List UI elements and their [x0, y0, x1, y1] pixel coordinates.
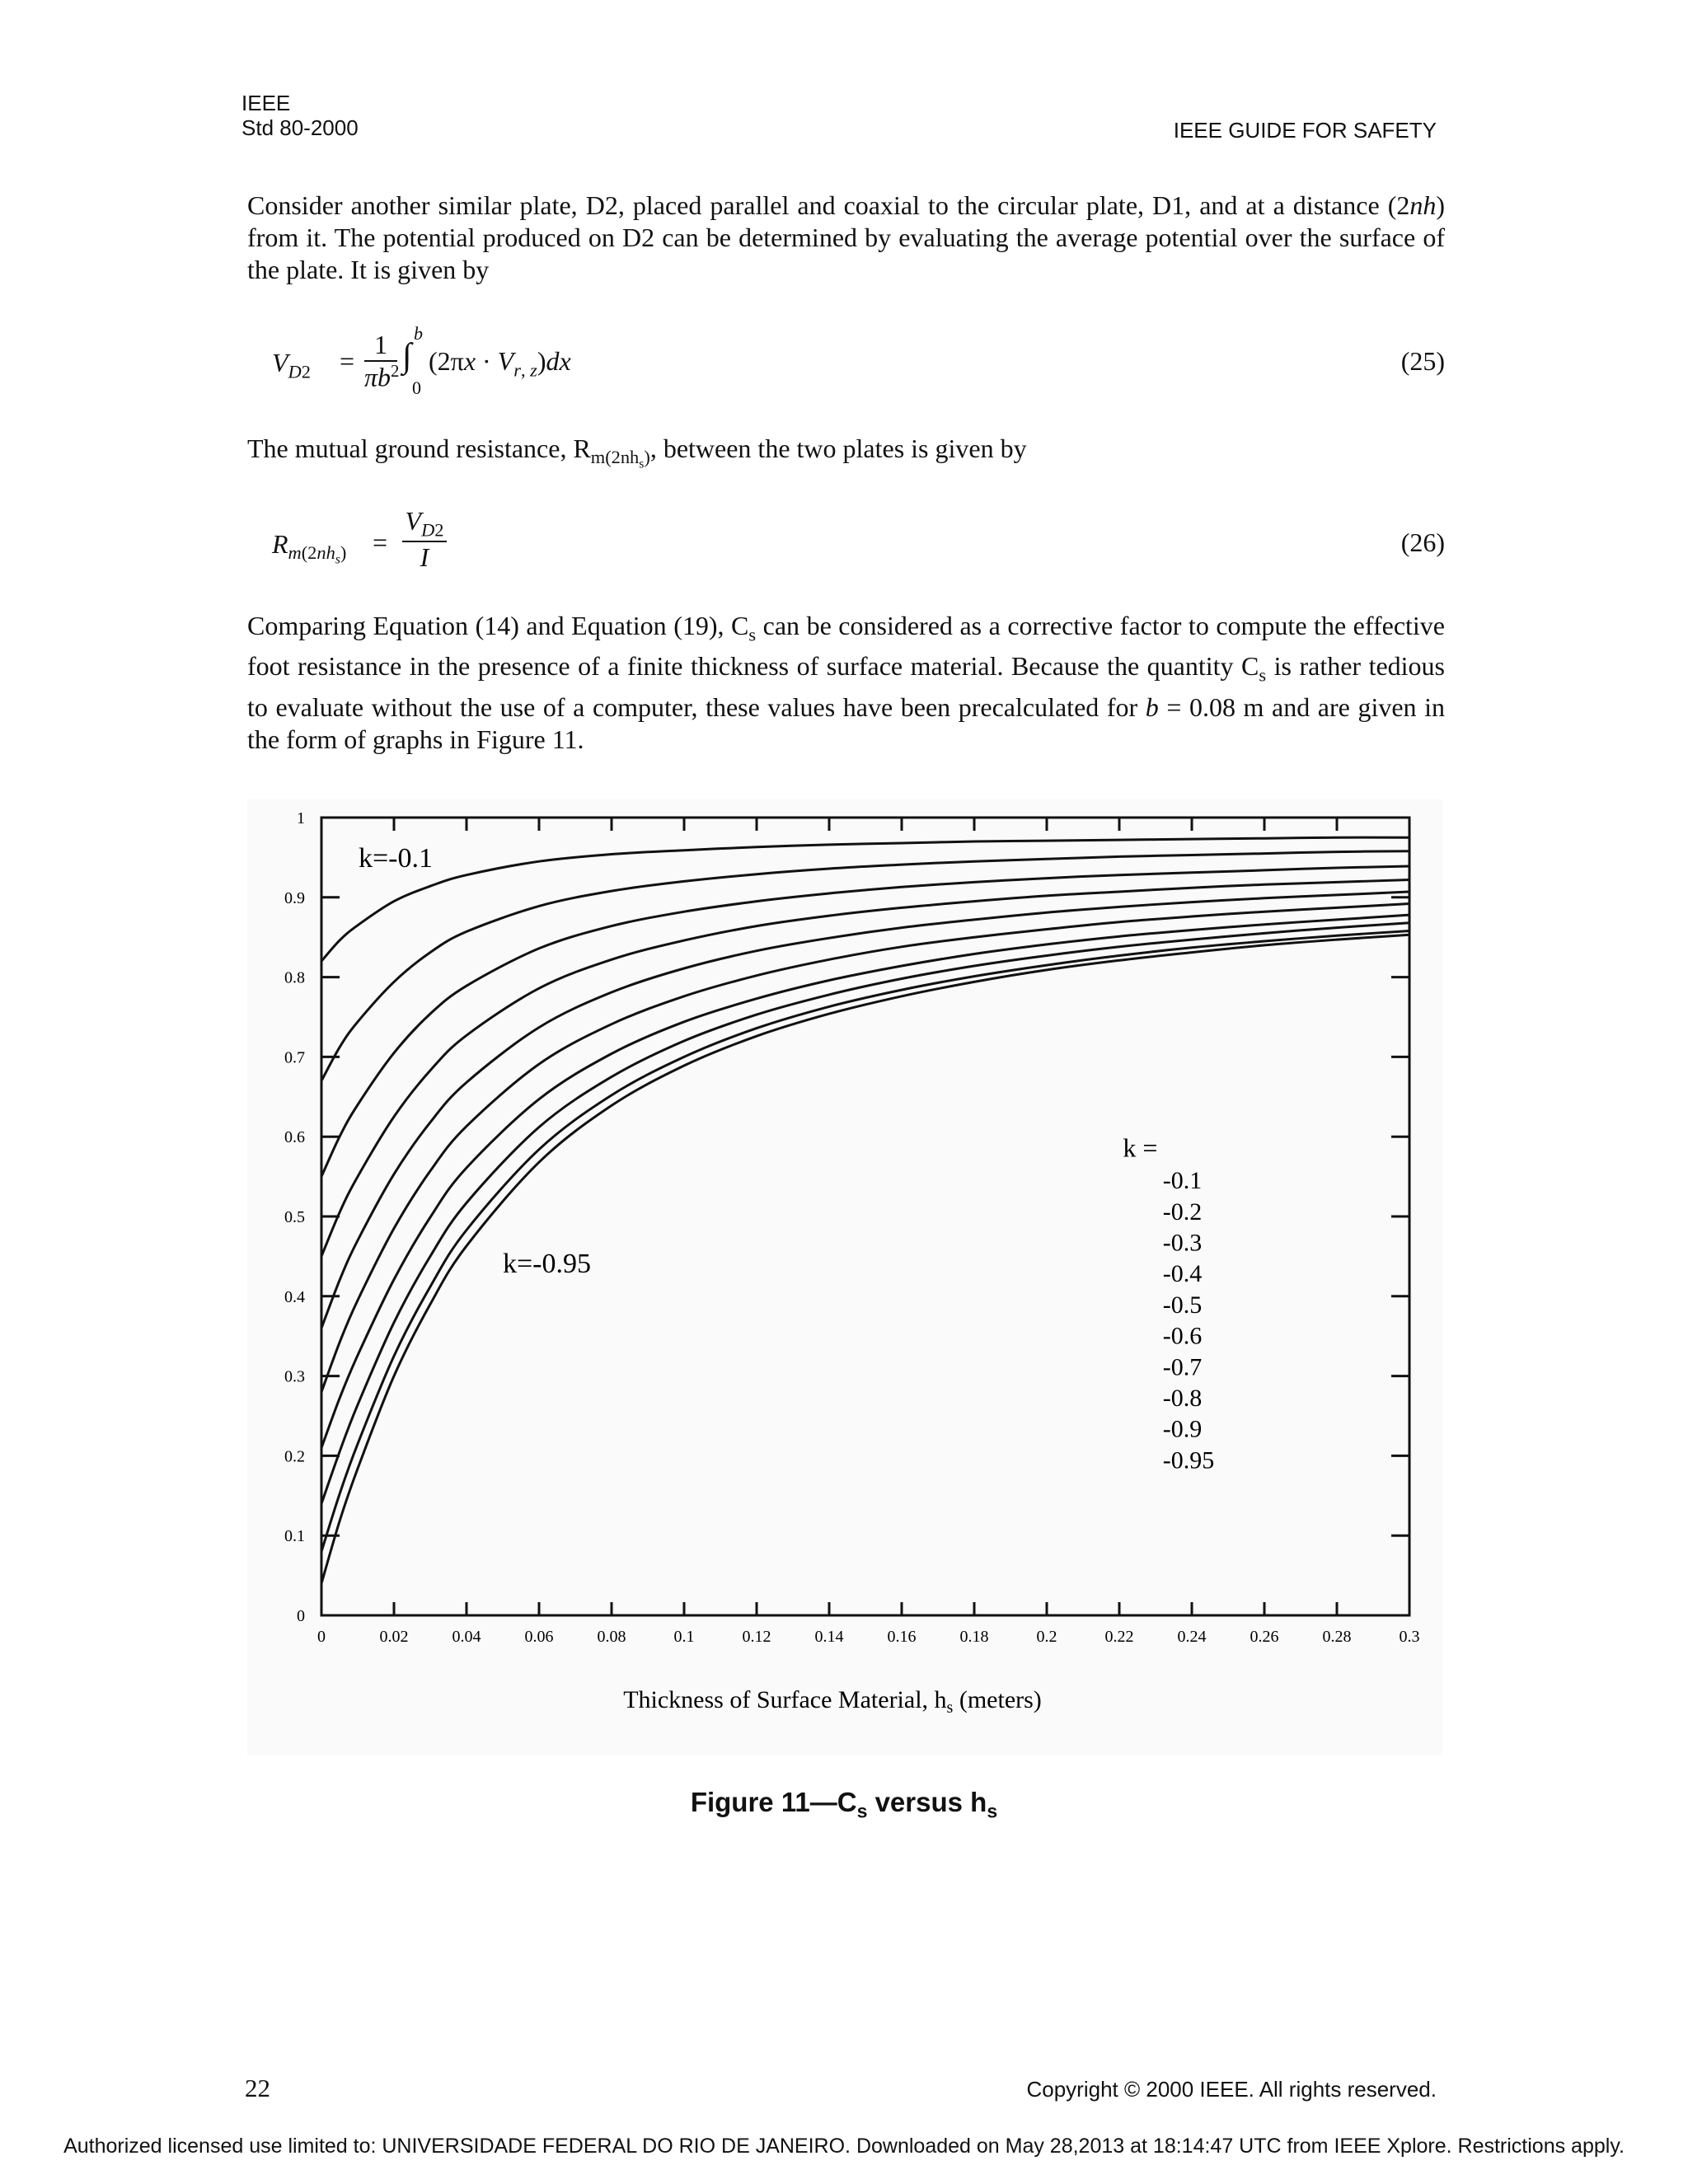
cs-vs-hs-chart — [247, 799, 1442, 1755]
y-tick-label: 0.8 — [284, 968, 305, 987]
x-tick-label: 0.06 — [524, 1628, 554, 1646]
x-tick-label: 0.26 — [1250, 1628, 1279, 1646]
y-tick-label: 0.3 — [284, 1367, 305, 1386]
equation-25: $V_{D2}$ = 1 $\pi b^2$ ∫ b 0 $(2\pi x \cdot V_{r, z})dx$ (25) — [272, 323, 1445, 398]
plot-frame — [321, 818, 1409, 1615]
y-tick-label: 0.9 — [284, 888, 305, 907]
series-line-9 — [321, 935, 1409, 1583]
figure-11-chart — [247, 799, 1442, 1755]
paragraph-corrective-factor: Comparing Equation (14) and Equation (19), $C_s$ can be considered as a corrective factor to compute the effective foot resistance in the presence of a finite thickness of surface material. Because the quantity $C_s$ is rather tedious to evaluate without the use of a computer, these values have been precalculated for b = 0.08 m and are given in the form of graphs in Figure 11. — [247, 611, 1446, 754]
y-tick-label: 0.7 — [284, 1048, 305, 1067]
legend-item: -0.6 — [1162, 1322, 1203, 1350]
paragraph-plate-d2: Consider another similar plate, D2, placed parallel and coaxial to the circular plate, D1, and at a distance (2nh) from it. The potential produced on D2 can be determined by evaluating the average potential over the surface of the plate. It is given by — [247, 190, 1445, 284]
x-axis-label-part: (meters) — [953, 1686, 1042, 1713]
legend-item: -0.8 — [1162, 1385, 1203, 1413]
license-notice: Authorized licensed use limited to: UNIVERSIDADE FEDERAL DO RIO DE JANEIRO. Downloaded on May 28,2013 at 18:14:47 UTC from IEEE Xplore. Restrictions apply. — [63, 2135, 1625, 2158]
annotation-k-bottom: k=-0.95 — [503, 1248, 591, 1279]
x-tick-label: 0.08 — [597, 1628, 626, 1646]
y-tick-label: 0 — [297, 1607, 305, 1625]
running-header-title: IEEE GUIDE FOR SAFETY — [1173, 118, 1437, 143]
paragraph-mutual-resistance: The mutual ground resistance, $R_{m(2nh_s)}$, between the two plates is given by — [247, 434, 1027, 471]
legend-item: -0.3 — [1162, 1229, 1203, 1257]
x-tick-label: 0.1 — [673, 1628, 695, 1646]
x-tick-label: 0 — [317, 1628, 326, 1646]
legend-item: -0.1 — [1162, 1167, 1203, 1195]
legend-item: -0.7 — [1162, 1353, 1203, 1381]
copyright-notice: Copyright © 2000 IEEE. All rights reserved. — [1026, 2077, 1437, 2102]
legend-title: k = — [1123, 1132, 1158, 1163]
figure-caption: Figure $11—C_s$ versus $h_s$ — [690, 1787, 998, 1822]
x-tick-label: 0.16 — [887, 1628, 917, 1646]
y-tick-label: 0.6 — [284, 1128, 305, 1147]
y-tick-label: 1 — [297, 809, 305, 827]
legend-item: -0.5 — [1162, 1291, 1203, 1319]
legend-item: -0.9 — [1162, 1415, 1203, 1443]
legend-item: -0.4 — [1162, 1260, 1203, 1288]
x-tick-label: 0.18 — [959, 1628, 989, 1646]
header-std: Std 80-2000 — [241, 115, 359, 140]
equation-25-number: (25) — [1400, 346, 1445, 376]
series-line-7 — [321, 923, 1409, 1504]
x-axis-label — [623, 1686, 1042, 1717]
legend-item: -0.95 — [1162, 1446, 1215, 1474]
running-header-left — [241, 91, 359, 140]
equation-26-number: (26) — [1400, 527, 1445, 557]
x-tick-label: 0.02 — [379, 1628, 409, 1646]
y-tick-label: 0.5 — [284, 1208, 305, 1226]
legend-item: -0.2 — [1162, 1197, 1203, 1226]
header-org: IEEE — [241, 91, 291, 115]
page-number: 22 — [245, 2074, 270, 2102]
x-axis-label-part: s — [946, 1699, 954, 1717]
y-tick-label: 0.2 — [284, 1447, 305, 1466]
x-axis-label-part: Thickness of Surface Material, h — [623, 1686, 947, 1713]
series-line-8 — [321, 931, 1409, 1552]
x-tick-label: 0.22 — [1104, 1628, 1134, 1646]
x-tick-label: 0.3 — [1399, 1628, 1420, 1646]
x-tick-label: 0.04 — [452, 1628, 481, 1646]
equation-26: $R_{m(2nh_s)}$ = $V_{D2}$ I (26) — [272, 506, 1445, 573]
annotation-k-top: k=-0.1 — [359, 843, 433, 874]
y-tick-label: 0.4 — [284, 1287, 305, 1306]
x-tick-label: 0.24 — [1177, 1628, 1207, 1646]
x-tick-label: 0.2 — [1036, 1628, 1057, 1646]
x-tick-label: 0.28 — [1322, 1628, 1352, 1646]
x-tick-label: 0.12 — [742, 1628, 771, 1646]
x-tick-label: 0.14 — [814, 1628, 844, 1646]
y-tick-label: 0.1 — [284, 1527, 305, 1546]
